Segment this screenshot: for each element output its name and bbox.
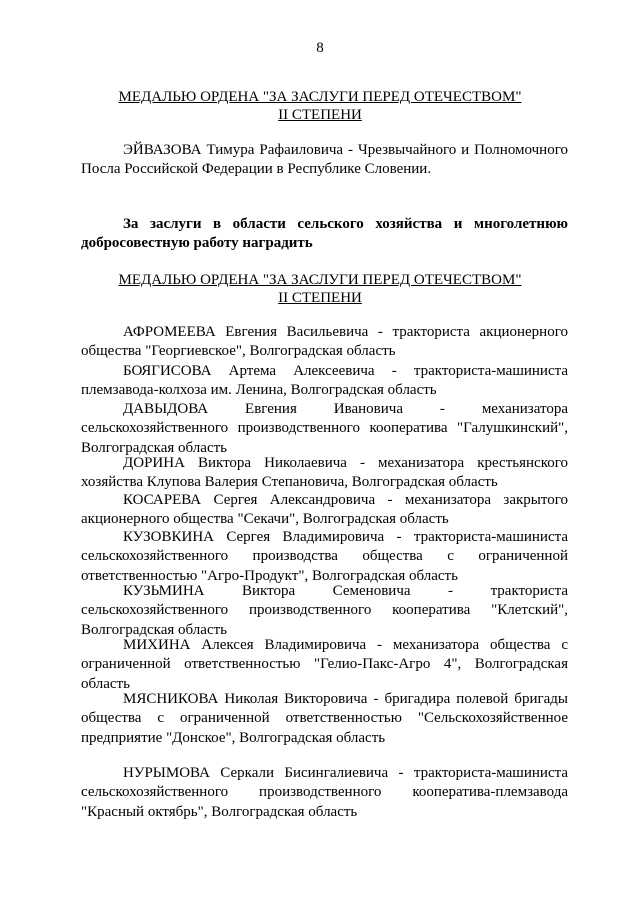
award-statement: За заслуги в области сельского хозяйства и многолетнюю добросовестную работу наградить	[81, 216, 568, 252]
award-entry: НУРЫМОВА Серкали Бисингалиевича - тракториста-машиниста сельскохозяйственного производственного кооператива-племзавода "Красный октябрь", Волгоградская область	[81, 765, 568, 820]
award-entry: АФРОМЕЕВА Евгения Васильевича - тракториста акционерного общества "Георгиевское", Волгоградская область	[81, 324, 568, 360]
section1-heading-line1: МЕДАЛЬЮ ОРДЕНА "ЗА ЗАСЛУГИ ПЕРЕД ОТЕЧЕСТВОМ"	[118, 89, 522, 105]
section1-heading-line2: II СТЕПЕНИ	[278, 107, 362, 123]
award-entry: КОСАРЕВА Сергея Александровича - механизатора закрытого акционерного общества "Секачи", Волгоградская область	[81, 492, 568, 528]
award-entry: МЯСНИКОВА Николая Викторовича - бригадира полевой бригады общества с ограниченной ответственностью "Сельскохозяйственное предприятие "Донское", Волгоградская область	[81, 691, 568, 746]
award-entry: ЭЙВАЗОВА Тимура Рафаиловича - Чрезвычайного и Полномочного Посла Российской Федерации в Республике Словении.	[81, 142, 568, 178]
award-entry: ДОРИНА Виктора Николаевича - механизатора крестьянского хозяйства Клупова Валерия Степановича, Волгоградская область	[81, 455, 568, 491]
award-entry: БОЯГИСОВА Артема Алексеевича - тракториста-машиниста племзавода-колхоза им. Ленина, Волгоградская область	[81, 363, 568, 399]
award-entry: КУЗОВКИНА Сергея Владимировича - тракториста-машиниста сельскохозяйственного производства общества с ограниченной ответственностью "Агро-Продукт", Волгоградская область	[81, 529, 568, 584]
award-entry: КУЗЬМИНА Виктора Семеновича - тракториста сельскохозяйственного производственного кооператива "Клетский", Волгоградская область	[81, 583, 568, 638]
section2-heading-line1: МЕДАЛЬЮ ОРДЕНА "ЗА ЗАСЛУГИ ПЕРЕД ОТЕЧЕСТВОМ"	[118, 272, 522, 288]
award-entry: МИХИНА Алексея Владимировича - механизатора общества с ограниченной ответственностью "Гелио-Пакс-Агро 4", Волгоградская область	[81, 637, 568, 692]
section2-heading-line2: II СТЕПЕНИ	[278, 290, 362, 306]
award-entry: ДАВЫДОВА Евгения Ивановича - механизатора сельскохозяйственного производственного кооператива "Галушкинский", Волгоградская область	[81, 401, 568, 456]
page-number: 8	[316, 40, 324, 56]
